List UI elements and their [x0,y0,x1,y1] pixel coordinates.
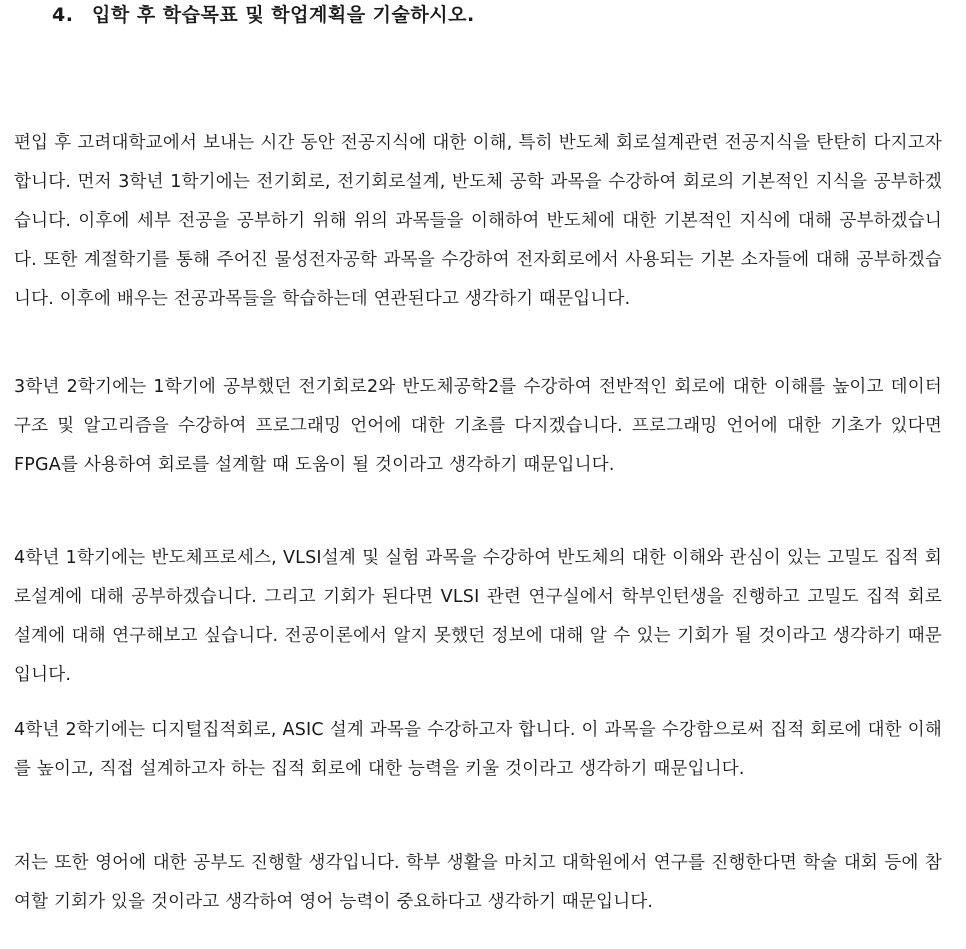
paragraph-4th-year-2nd-semester: 4학년 2학기에는 디지털집적회로, ASIC 설계 과목을 수강하고자 합니다. 이 과목을 수강함으로써 집적 회로에 대한 이해를 높이고, 직접 설계하고자 하는 집적 회로에 대한 능력을 키울 것이라고 생각하기 때문입니다. [14,719,942,779]
question-text: 입학 후 학습목표 및 학업계획을 기술하시오. [92,4,475,26]
paragraph-3rd-year-2nd-semester: 3학년 2학기에는 1학기에 공부했던 전기회로2와 반도체공학2를 수강하여 전반적인 회로에 대한 이해를 높이고 데이터 구조 및 알고리즘을 수강하여 프로그래밍 언어에 대한 기초를 다지겠습니다. 프로그래밍 언어에 대한 기초가 있다면 FPGA를 사용하여 회로를 설계할 때 도움이 될 것이라고 생각하기 때문입니다. [14,376,942,475]
question-heading [52,0,475,30]
paragraph-english-study: 저는 또한 영어에 대한 공부도 진행할 생각입니다. 학부 생활을 마치고 대학원에서 연구를 진행한다면 학술 대회 등에 참여할 기회가 있을 것이라고 생각하여 영어 능력이 중요하다고 생각하기 때문입니다. [14,852,942,912]
paragraph-4th-year-1st-semester: 4학년 1학기에는 반도체프로세스, VLSI설계 및 실험 과목을 수강하여 반도체의 대한 이해와 관심이 있는 고밀도 집적 회로설계에 대해 공부하겠습니다. 그리고 기회가 된다면 VLSI 관련 연구실에서 학부인턴생을 진행하고 고밀도 집적 회로 설계에 대해 연구해보고 싶습니다. 전공이론에서 알지 못했던 정보에 대해 알 수 있는 기회가 될 것이라고 생각하기 때문입니다. [14,547,942,685]
question-number: 4. [52,4,74,26]
paragraph-intro: 편입 후 고려대학교에서 보내는 시간 동안 전공지식에 대한 이해, 특히 반도체 회로설계관련 전공지식을 탄탄히 다지고자 합니다. 먼저 3학년 1학기에는 전기회로, 전기회로설계, 반도체 공학 과목을 수강하여 회로의 기본적인 지식을 공부하겠습니다. 이후에 세부 전공을 공부하기 위해 위의 과목들을 이해하여 반도체에 대한 기본적인 지식에 대해 공부하겠습니다. 또한 계절학기를 통해 주어진 물성전자공학 과목을 수강하여 전자회로에서 사용되는 기본 소자들에 대해 공부하겠습니다. 이후에 배우는 전공과목들을 학습하는데 연관된다고 생각하기 때문입니다. [14,132,942,309]
